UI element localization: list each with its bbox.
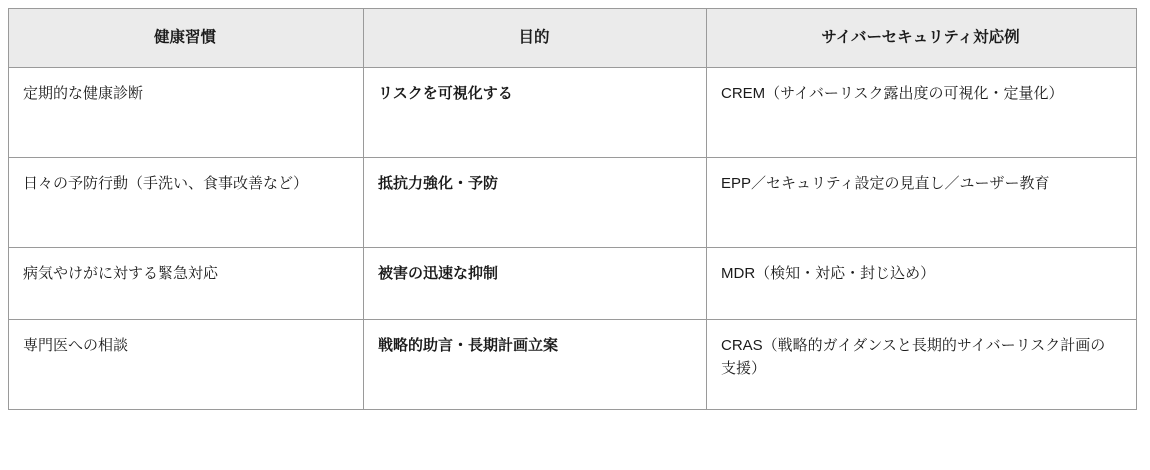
cell-example: MDR（検知・対応・封じ込め）: [707, 248, 1137, 320]
column-header-example: サイバーセキュリティ対応例: [707, 9, 1137, 68]
cell-habit: 病気やけがに対する緊急対応: [9, 248, 364, 320]
cell-example: CRAS（戦略的ガイダンスと長期的サイバーリスク計画の支援）: [707, 320, 1137, 410]
column-header-purpose: 目的: [364, 9, 707, 68]
table-body: [9, 68, 1137, 410]
cell-example: EPP／セキュリティ設定の見直し／ユーザー教育: [707, 158, 1137, 248]
table-row: [9, 68, 1137, 158]
health-habit-cyber-mapping-table: [8, 8, 1137, 410]
cell-example: CREM（サイバーリスク露出度の可視化・定量化）: [707, 68, 1137, 158]
cell-purpose: リスクを可視化する: [364, 68, 707, 158]
table-header: [9, 9, 1137, 68]
cell-purpose: 抵抗力強化・予防: [364, 158, 707, 248]
cell-purpose: 戦略的助言・長期計画立案: [364, 320, 707, 410]
cell-habit: 定期的な健康診断: [9, 68, 364, 158]
table-header-row: [9, 9, 1137, 68]
cell-habit: 日々の予防行動（手洗い、食事改善など）: [9, 158, 364, 248]
cell-purpose: 被害の迅速な抑制: [364, 248, 707, 320]
table-row: [9, 320, 1137, 410]
table-row: [9, 248, 1137, 320]
cell-habit: 専門医への相談: [9, 320, 364, 410]
column-header-habit: 健康習慣: [9, 9, 364, 68]
table-row: [9, 158, 1137, 248]
